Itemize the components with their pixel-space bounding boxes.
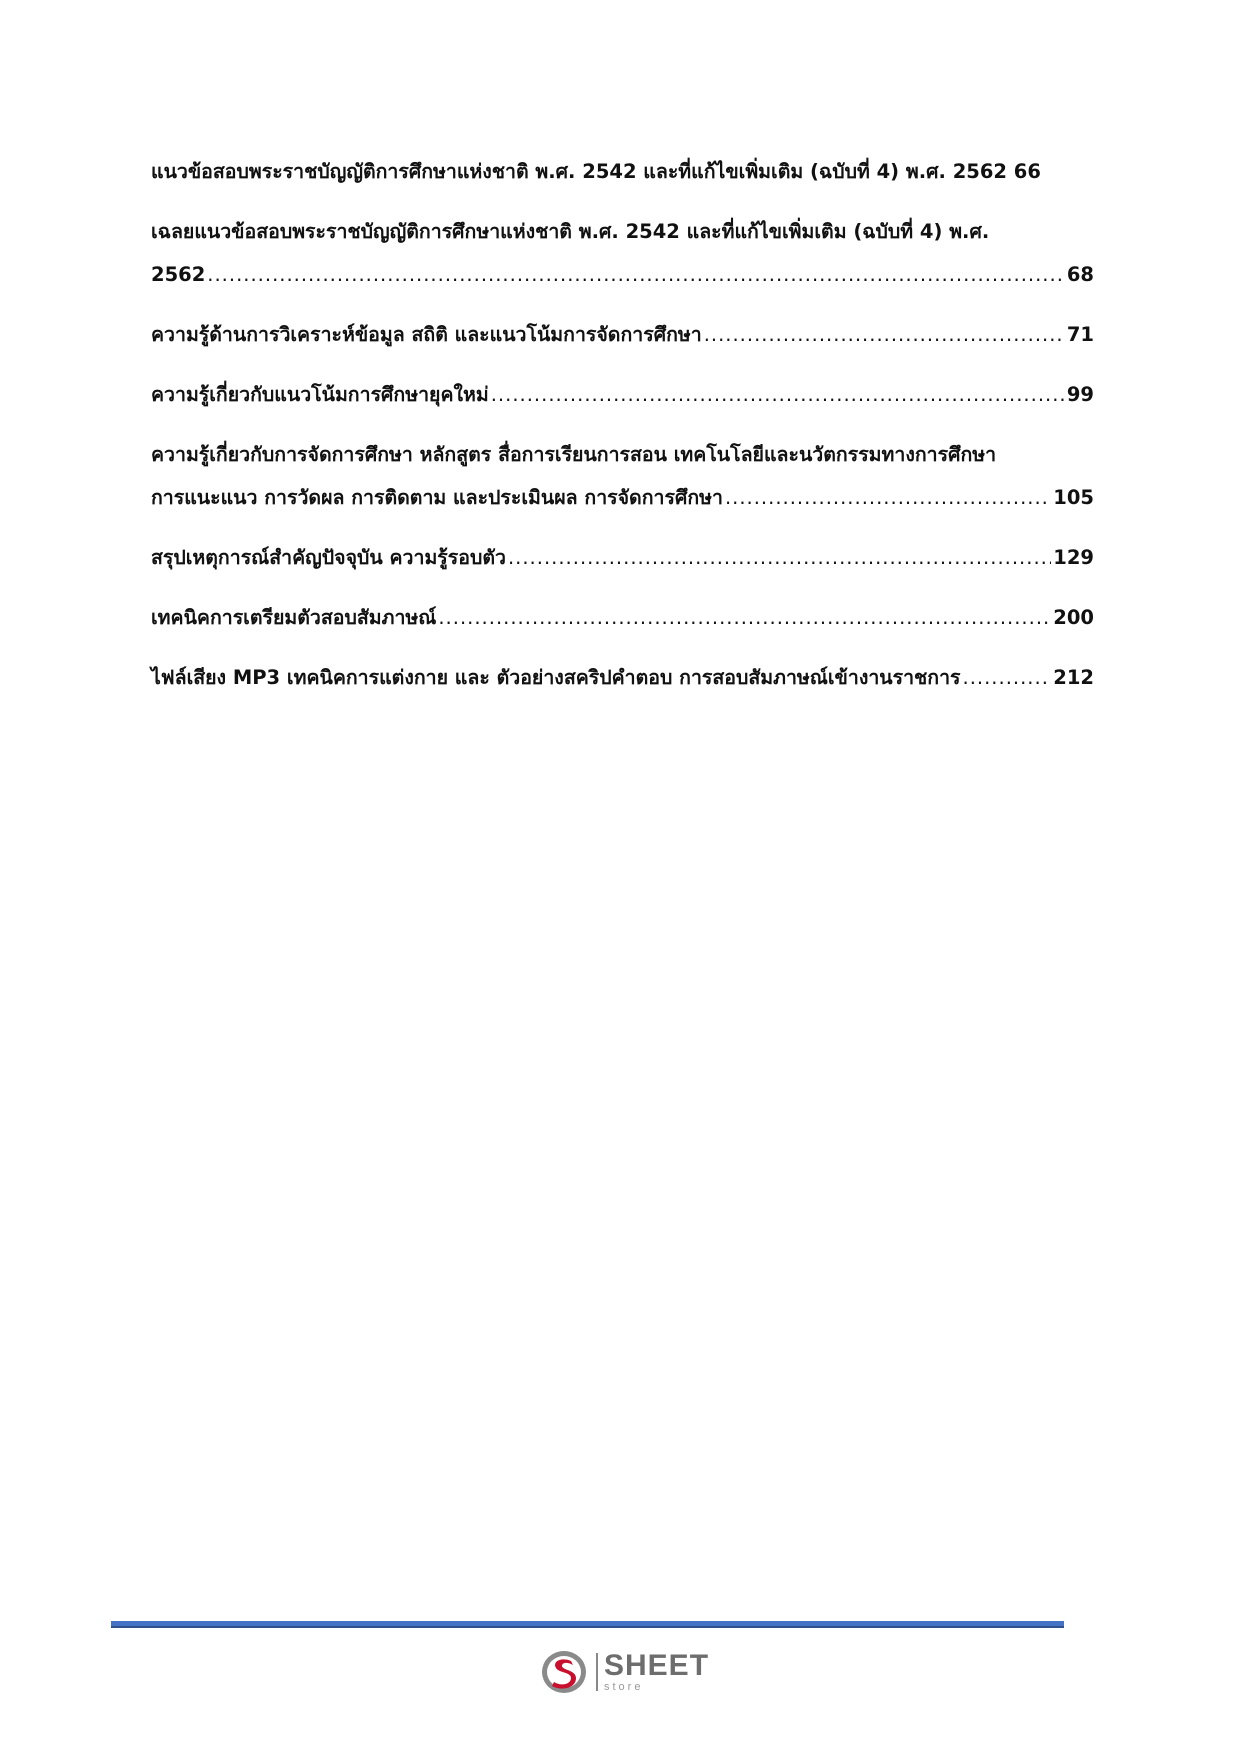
toc-entry — [151, 656, 1094, 699]
toc-entry-last-line — [151, 313, 1094, 356]
toc-page-number: 200 — [1053, 606, 1094, 629]
toc-entry — [151, 433, 1094, 519]
toc-dot-leader — [207, 253, 1065, 296]
toc-entry-title: แนวข้อสอบพระราชบัญญัติการศึกษาแห่งชาติ พ.ศ. 2542 และที่แก้ไขเพิ่มเติม (ฉบับที่ 4) พ.ศ. 2562 — [151, 160, 1007, 183]
toc-entry-last-line — [151, 656, 1094, 699]
toc-entry — [151, 313, 1094, 356]
logo-separator — [596, 1653, 598, 1691]
sheet-store-logo — [540, 1646, 709, 1698]
table-of-contents — [151, 150, 1094, 716]
logo-word: SHEET — [604, 1649, 710, 1682]
toc-entry-last-line — [151, 596, 1094, 639]
toc-entry-title: การแนะแนว การวัดผล การติดตาม และประเมินผล การจัดการศึกษา — [151, 486, 723, 509]
toc-dot-leader — [491, 373, 1065, 416]
toc-dot-leader — [508, 536, 1051, 579]
toc-entry — [151, 373, 1094, 416]
toc-entry-title-line: เฉลยแนวข้อสอบพระราชบัญญัติการศึกษาแห่งชาติ พ.ศ. 2542 และที่แก้ไขเพิ่มเติม (ฉบับที่ 4) พ.ศ. — [151, 220, 990, 243]
toc-entry-title: ไฟล์เสียง MP3 เทคนิคการแต่งกาย และ ตัวอย่างสคริปคำตอบ การสอบสัมภาษณ์เข้างานราชการ — [151, 666, 961, 689]
logo-subword: store — [604, 1681, 644, 1693]
logo-text — [604, 1651, 709, 1693]
toc-entry — [151, 536, 1094, 579]
toc-entry-title: เทคนิคการเตรียมตัวสอบสัมภาษณ์ — [151, 606, 437, 629]
toc-entry-title-line: ความรู้เกี่ยวกับการจัดการศึกษา หลักสูตร สื่อการเรียนการสอน เทคโนโลยีและนวัตกรรมทางการศึกษา — [151, 443, 997, 466]
sheet-store-logo-icon — [540, 1648, 588, 1696]
toc-dot-leader — [725, 476, 1051, 519]
toc-entry — [151, 150, 1094, 193]
toc-dot-leader — [963, 656, 1052, 699]
toc-entry — [151, 210, 1094, 296]
toc-page-number: 71 — [1066, 323, 1094, 346]
toc-entry-title: สรุปเหตุการณ์สำคัญปัจจุบัน ความรู้รอบตัว — [151, 546, 506, 569]
toc-entry-last-line — [151, 253, 1094, 296]
toc-entry-last-line — [151, 373, 1094, 416]
toc-dot-leader — [704, 313, 1065, 356]
toc-entry-last-line — [151, 150, 1094, 193]
toc-entry-title: ความรู้ด้านการวิเคราะห์ข้อมูล สถิติ และแนวโน้มการจัดการศึกษา — [151, 323, 702, 346]
toc-entry-title: 2562 — [151, 263, 206, 286]
toc-entry — [151, 596, 1094, 639]
toc-page-number: 68 — [1066, 263, 1094, 286]
toc-page-number: 99 — [1066, 383, 1094, 406]
toc-page-number: 212 — [1053, 666, 1094, 689]
toc-entry-title: ความรู้เกี่ยวกับแนวโน้มการศึกษายุคใหม่ — [151, 383, 489, 406]
toc-page-number: 66 — [1013, 160, 1041, 183]
toc-entry-last-line — [151, 536, 1094, 579]
toc-page-number: 105 — [1053, 486, 1094, 509]
toc-entry-last-line — [151, 476, 1094, 519]
footer-divider — [111, 1621, 1064, 1628]
toc-dot-leader — [438, 596, 1051, 639]
toc-page-number: 129 — [1053, 546, 1094, 569]
